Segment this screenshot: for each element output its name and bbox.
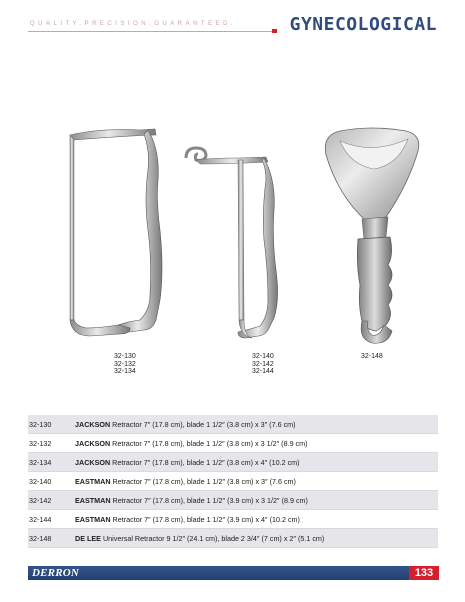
- eastman-retractor-image: [180, 140, 300, 350]
- spec-code: 32-148: [28, 529, 75, 548]
- product-code: 32-142: [252, 360, 274, 368]
- table-row: [28, 434, 438, 453]
- spec-detail: Retractor 7″ (17.8 cm), blade 1 1/2″ (3.8 cm) x 3″ (7.6 cm): [110, 419, 296, 429]
- spec-code: 32-140: [28, 472, 75, 491]
- de-lee-retractor-image: [318, 125, 428, 350]
- spec-description: [75, 415, 438, 434]
- spec-product-name: JACKSON: [75, 438, 111, 448]
- tagline-rule: [28, 31, 274, 32]
- spec-description: [75, 453, 438, 472]
- spec-detail: Retractor 7″ (17.8 cm), blade 1 1/2″ (3.9 cm) x 4″ (10.2 cm): [110, 514, 300, 524]
- spec-product-name: EASTMAN: [75, 495, 111, 505]
- page-number: 133: [409, 566, 439, 580]
- spec-code: 32-144: [28, 510, 75, 529]
- spec-detail: Retractor 7″ (17.8 cm), blade 1 1/2″ (3.8 cm) x 4″ (10.2 cm): [110, 457, 300, 467]
- spec-description: [75, 510, 438, 529]
- spec-description: [75, 529, 438, 548]
- product-code: 32-134: [114, 368, 136, 375]
- product-codes-jackson: [114, 353, 136, 376]
- table-row: [28, 453, 438, 472]
- spec-detail: Retractor 7″ (17.8 cm), blade 1 1/2″ (3.8 cm) x 3 1/2″ (8.9 cm): [110, 438, 308, 448]
- brand-logo: DERRON: [32, 567, 80, 579]
- spec-description: [75, 434, 438, 453]
- product-codes-eastman: [252, 353, 274, 376]
- tagline: QUALITY.PRECISION.GUARANTEED.: [30, 21, 237, 27]
- spec-description: [75, 491, 438, 510]
- spec-code: 32-142: [28, 491, 75, 510]
- spec-detail: Retractor 7″ (17.8 cm), blade 1 1/2″ (3.8 cm) x 3″ (7.6 cm): [110, 476, 296, 486]
- spec-product-name: EASTMAN: [75, 514, 111, 524]
- table-row: [28, 415, 438, 434]
- spec-code: 32-132: [28, 434, 75, 453]
- spec-detail: Retractor 7″ (17.8 cm), blade 1 1/2″ (3.9 cm) x 3 1/2″ (8.9 cm): [110, 495, 308, 505]
- spec-code: 32-134: [28, 453, 75, 472]
- table-row: [28, 472, 438, 491]
- spec-table: [28, 415, 438, 548]
- product-code: 32-140: [252, 353, 274, 360]
- jackson-retractor-image: [60, 120, 180, 350]
- footer-bar: [28, 566, 409, 580]
- table-row: [28, 491, 438, 510]
- product-code: 32-144: [252, 368, 274, 375]
- spec-product-name: DE LEE: [75, 533, 101, 543]
- product-code: 32-130: [114, 353, 136, 360]
- tagline-accent: [272, 29, 277, 33]
- spec-product-name: JACKSON: [75, 419, 111, 429]
- spec-product-name: JACKSON: [75, 457, 111, 467]
- spec-product-name: EASTMAN: [75, 476, 111, 486]
- table-row: [28, 529, 438, 548]
- product-code: 32-132: [114, 360, 136, 368]
- spec-code: 32-130: [28, 415, 75, 434]
- spec-detail: Universal Retractor 9 1/2″ (24.1 cm), blade 2 3/4″ (7 cm) x 2″ (5.1 cm): [100, 533, 325, 543]
- page-category-title: GYNECOLOGICAL: [289, 14, 437, 35]
- table-row: [28, 510, 438, 529]
- product-code: 32-148: [361, 353, 383, 360]
- product-codes-de-lee: [361, 353, 383, 361]
- spec-description: [75, 472, 438, 491]
